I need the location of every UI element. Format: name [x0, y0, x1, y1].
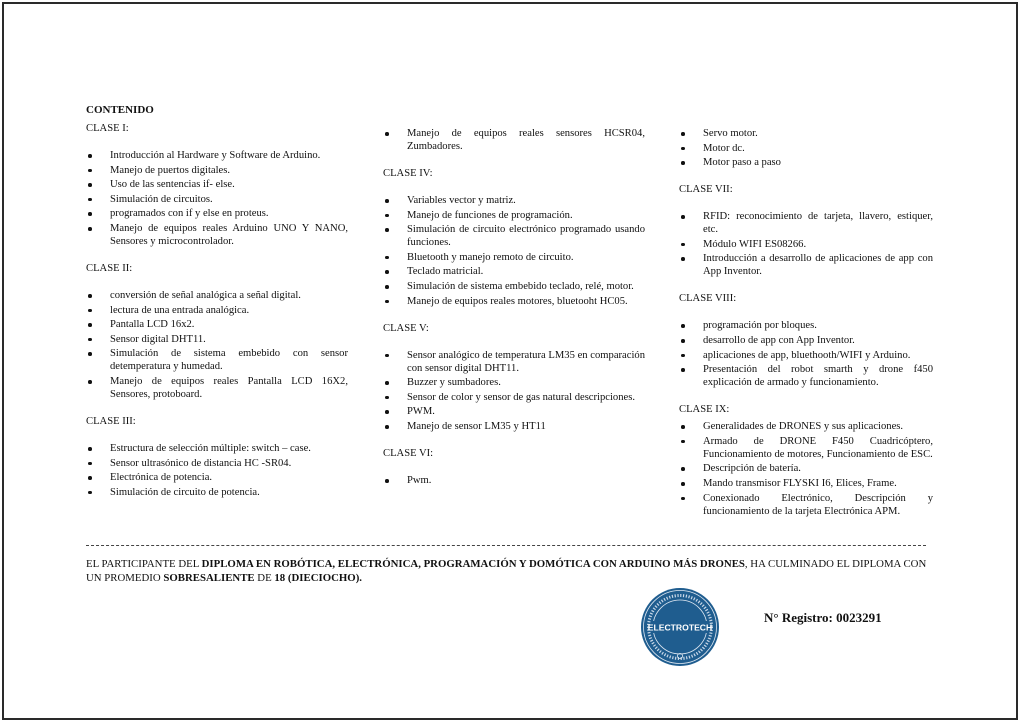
list-item: RFID: reconocimiento de tarjeta, llavero, estiquer, etc.: [679, 210, 933, 236]
list-item: Descripción de batería.: [679, 462, 933, 475]
clase-5-title: CLASE V:: [383, 322, 429, 334]
column-1: [86, 104, 348, 513]
list-item: Simulación de circuito electrónico programado usando funciones.: [383, 223, 645, 249]
clase-7-title: CLASE VII:: [679, 184, 733, 196]
list-item: lectura de una entrada analógica.: [86, 304, 348, 317]
section-clase-9: [679, 403, 933, 517]
section-clase-8: [679, 292, 933, 389]
list-item: conversión de señal analógica a señal digital.: [86, 289, 348, 302]
list-item: Sensor ultrasónico de distancia HC -SR04.: [86, 457, 348, 470]
list-item: Servo motor.: [679, 127, 933, 140]
list-item: Conexionado Electrónico, Descripción y funcionamiento de la tarjeta Electrónica APM.: [679, 492, 933, 518]
section-clase-5: [383, 322, 645, 433]
list-item: Manejo de equipos reales Arduino UNO Y NANO, Sensores y microcontrolador.: [86, 222, 348, 248]
list-item: Presentación del robot smarth y drone f450 explicación de armado y funcionamiento.: [679, 363, 933, 389]
list-item: Motor dc.: [679, 142, 933, 155]
list-item: Simulación de circuitos.: [86, 193, 348, 206]
list-item: Armado de DRONE F450 Cuadricóptero, Funcionamiento de motores, Funcionamiento de ESC.: [679, 435, 933, 461]
list-item: Manejo de equipos reales motores, bluetooht HC05.: [383, 295, 645, 308]
electrotech-seal-logo: [640, 587, 720, 667]
list-item: Manejo de equipos reales sensores HCSR04, Zumbadores.: [383, 127, 645, 153]
diploma-name: DIPLOMA EN ROBÓTICA, ELECTRÓNICA, PROGRAMACIÓN Y DOMÓTICA CON ARDUINO MÁS DRONES: [201, 558, 745, 570]
list-item: Variables vector y matriz.: [383, 194, 645, 207]
list-item: programación por bloques.: [679, 319, 933, 332]
clase-3-title: CLASE III:: [86, 415, 136, 427]
clase-6-list: [383, 474, 645, 487]
section-clase-2: [86, 262, 348, 401]
clase-7-list: [679, 210, 933, 278]
list-item: programados con if y else en proteus.: [86, 207, 348, 220]
clase-4-title: CLASE IV:: [383, 168, 433, 179]
section-clase-4: [383, 167, 645, 308]
seal-name: ELECTROTECH: [647, 622, 713, 633]
col3-top-list: [679, 127, 933, 169]
section-clase-3-continued: [383, 127, 645, 153]
statement-text-1: EL PARTICIPANTE DEL: [86, 558, 202, 570]
list-item: PWM.: [383, 405, 645, 418]
list-item: Uso de las sentencias if- else.: [86, 178, 348, 191]
list-item: Introducción al Hardware y Software de Arduino.: [86, 149, 348, 162]
list-item: Sensor digital DHT11.: [86, 333, 348, 346]
list-item: Manejo de funciones de programación.: [383, 209, 645, 222]
list-item: Generalidades de DRONES y sus aplicaciones.: [679, 420, 933, 433]
list-item: Pwm.: [383, 474, 645, 487]
list-item: Simulación de sistema embebido con sensor detemperatura y humedad.: [86, 347, 348, 373]
list-item: Simulación de sistema embebido teclado, relé, motor.: [383, 280, 645, 293]
clase-1-list: [86, 149, 348, 248]
list-item: desarrollo de app con App Inventor.: [679, 334, 933, 347]
section-clase-7: [679, 183, 933, 278]
contenido-heading: CONTENIDO: [86, 104, 154, 116]
clase-9-list: [679, 420, 933, 517]
registro-number: N° Registro: 0023291: [764, 610, 882, 625]
list-item: Módulo WIFI ES08266.: [679, 238, 933, 251]
col2-top-list: [383, 127, 645, 153]
clase-1-title: CLASE I:: [86, 123, 129, 134]
clase-5-list: [383, 349, 645, 433]
clase-6-title: CLASE VI:: [383, 447, 434, 459]
list-item: Sensor de color y sensor de gas natural descripciones.: [383, 391, 645, 404]
list-item: Simulación de circuito de potencia.: [86, 486, 348, 499]
section-clase-3: [86, 415, 348, 499]
list-item: Mando transmisor FLYSKI I6, Elices, Frame.: [679, 477, 933, 490]
list-item: Sensor analógico de temperatura LM35 en comparación con sensor digital DHT11.: [383, 349, 645, 375]
list-item: Introducción a desarrollo de aplicaciones de app con App Inventor.: [679, 252, 933, 278]
section-clase-6: [383, 447, 645, 487]
clase-8-list: [679, 319, 933, 389]
clase-9-title: CLASE IX:: [679, 404, 730, 416]
statement-text-2: , HA CULMINADO EL DIPLOMA CON UN PROMEDIO: [86, 558, 927, 584]
certificate-statement: [86, 557, 931, 585]
clase-2-title: CLASE II:: [86, 262, 133, 274]
column-3: [679, 127, 933, 532]
list-item: Teclado matricial.: [383, 265, 645, 278]
clase-4-list: [383, 194, 645, 308]
list-item: Bluetooth y manejo remoto de circuito.: [383, 251, 645, 264]
grade-label: SOBRESALIENTE: [163, 572, 255, 584]
clase-2-list: [86, 289, 348, 401]
dashed-divider: [86, 545, 926, 546]
list-item: Manejo de sensor LM35 y HT11: [383, 420, 645, 433]
grade-value: 18 (DIECIOCHO).: [274, 572, 362, 584]
list-item: Estructura de selección múltiple: switch – case.: [86, 442, 348, 455]
clase-8-title: CLASE VIII:: [679, 293, 737, 305]
section-clase-1: [86, 122, 348, 248]
list-item: Motor paso a paso: [679, 156, 933, 169]
clase-3-list: [86, 442, 348, 499]
list-item: Buzzer y sumbadores.: [383, 376, 645, 389]
list-item: aplicaciones de app, bluethooth/WIFI y Arduino.: [679, 349, 933, 362]
list-item: Manejo de puertos digitales.: [86, 164, 348, 177]
list-item: Pantalla LCD 16x2.: [86, 318, 348, 331]
list-item: Electrónica de potencia.: [86, 471, 348, 484]
statement-text-3: DE: [254, 572, 275, 584]
section-clase-6-continued: [679, 127, 933, 169]
list-item: Manejo de equipos reales Pantalla LCD 16X2, Sensores, protoboard.: [86, 375, 348, 401]
column-2: [383, 127, 645, 501]
